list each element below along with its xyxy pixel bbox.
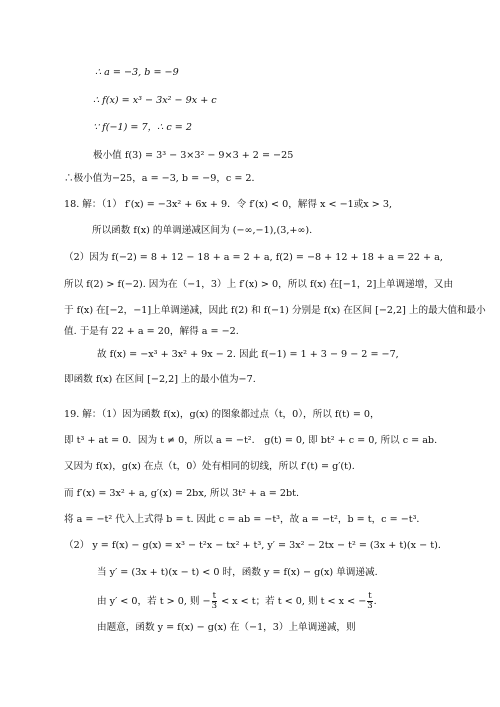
fraction-t-over-3 — [212, 592, 217, 611]
line-q19-decreasing-condition: 当 y′ = (3x + t)(x − t) < 0 时，函数 y = f(x) − g(x) 单调递减. — [97, 567, 378, 578]
line-q18-part1: 18. 解：（1） f′(x) = −3x² + 6x + 9．令 f′(x) < 0，解得 x < −1或x > 3, — [64, 199, 393, 210]
cases-text-1: 由 y′ < 0，若 t > 0, 则 − — [97, 596, 211, 607]
line-q18-decreasing-intervals: 所以函数 f(x) 的单调递减区间为 (−∞,−1),(3,+∞). — [92, 225, 313, 236]
line-q18-f-final: 故 f(x) = −x³ + 3x² + 9x − 2. 因此 f(−1) = 1 + 3 − 9 − 2 = −7, — [97, 349, 399, 360]
line-q19-derivatives: 而 f′(x) = 3x² + a, g′(x) = 2bx, 所以 3t² + a = 2bt. — [64, 488, 300, 499]
fraction-numerator-second: t — [368, 591, 372, 601]
fraction-numerator: t — [212, 591, 217, 601]
fraction-denominator: 3 — [211, 601, 218, 611]
cases-text-2: < x < t；若 t < 0, 则 t < x < − — [218, 596, 367, 607]
line-q19-b-c: 将 a = −t² 代入上式得 b = t. 因此 c = ab = −t³，故 a = −t²，b = t，c = −t³． — [64, 514, 427, 525]
line-f-expression: ∴ f(x) = x³ − 3x² − 9x + c — [93, 95, 217, 106]
line-q18-extremes: 于 f(x) 在[−2，−1]上单调递减，因此 f(2) 和 f(−1) 分别是 f(x) 在区间 [−2,2] 上的最大值和最小 — [64, 305, 486, 316]
line-q19-part2: （2） y = f(x) − g(x) = x³ − t²x − tx² + t³, y′ = 3x² − 2tx − t² = (3x + t)(x − t)． — [64, 540, 448, 551]
line-conclusion-ab: ∴ a = −3, b = −9 — [95, 67, 179, 78]
line-q19-a-c: 即 t³ + at = 0．因为 t ≠ 0，所以 a = −t²． g(t) = 0, 即 bt² + c = 0, 所以 c = ab. — [64, 435, 438, 446]
line-summary: ∴极小值为−25，a = −3, b = −9，c = 2． — [64, 173, 262, 184]
fraction-t-over-3-second — [367, 592, 372, 611]
line-q18-minimum: 即函数 f(x) 在区间 [−2,2] 上的最小值为−7. — [64, 374, 256, 385]
line-q18-solve-a: 值. 于是有 22 + a = 20，解得 a = −2. — [64, 326, 239, 337]
line-q19-part1: 19. 解：（1）因为函数 f(x)，g(x) 的图象都过点（t，0），所以 f(t) = 0， — [64, 409, 380, 420]
line-local-minimum: 极小值 f(3) = 3³ − 3×3² − 9×3 + 2 = −25 — [93, 150, 294, 161]
line-q18-part2: （2）因为 f(−2) = 8 + 12 − 18 + a = 2 + a, f(2) = −8 + 12 + 18 + a = 22 + a, — [64, 252, 443, 263]
line-q19-interval-condition: 由题意，函数 y = f(x) − g(x) 在（−1，3）上单调递减，则 — [97, 622, 356, 633]
line-q19-tangent: 又因为 f(x)，g(x) 在点（t，0）处有相同的切线，所以 f′(t) = g′(t). — [64, 461, 355, 472]
fraction-denominator-second: 3 — [367, 601, 373, 611]
line-q19-cases — [97, 592, 377, 611]
line-q18-monotonic: 所以 f(2) > f(−2). 因为在（−1，3）上 f′(x) > 0，所以 f(x) 在[−1，2]上单调递增，又由 — [64, 279, 454, 290]
cases-text-3: . — [373, 596, 377, 607]
line-c-value: ∵ f(−1) = 7，∴ c = 2 — [93, 122, 192, 133]
